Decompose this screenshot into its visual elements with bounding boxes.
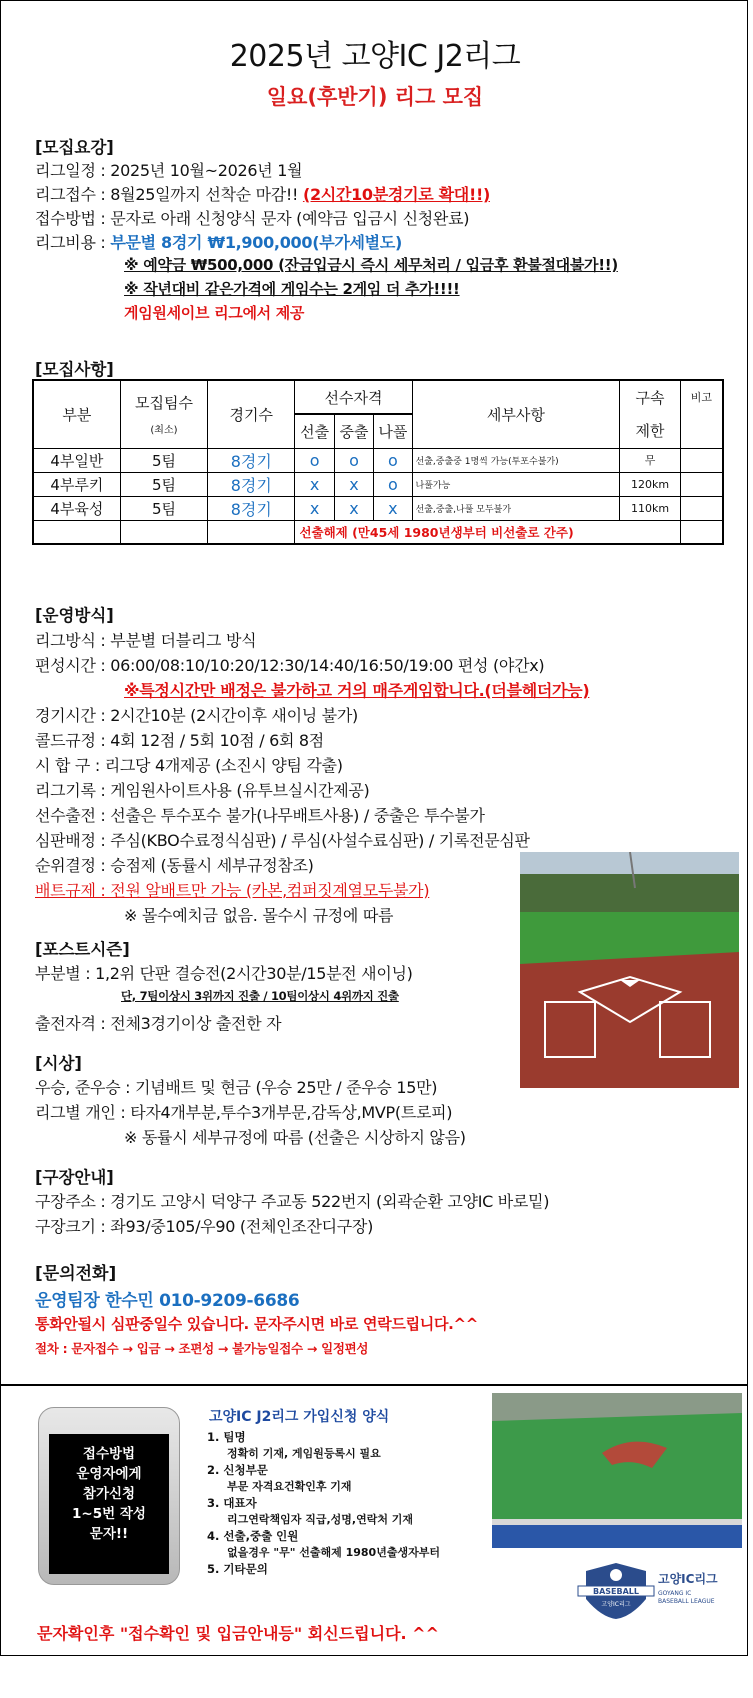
row-games: 8경기 (208, 472, 295, 496)
league-logo (576, 1559, 736, 1621)
header-elig-2: 나풀 (374, 414, 412, 448)
postseason-note: 단, 7팀이상시 3위까지 진출 / 10팀이상시 4위까지 진출 (121, 989, 399, 1003)
phone-graphic (38, 1407, 180, 1585)
section-heading-postseason: [포스트시즌] (35, 940, 130, 959)
field-photo (520, 852, 739, 1088)
section-heading-awards: [시상] (35, 1054, 82, 1073)
row-speed: 120km (620, 472, 681, 496)
form-list (207, 1429, 440, 1578)
logo-name: 고양IC리그 (658, 1572, 718, 1586)
form-item-label: 3. 대표자 (207, 1496, 257, 1510)
logo-badge-sub: 고양IC리그 (601, 1601, 631, 1608)
provided-note: 게임원세이브 리그에서 제공 (124, 304, 305, 322)
operation-line: 심판배정 : 주심(KBO수료정식심판) / 루심(사설수료심판) / 기록전문심판 (35, 831, 530, 850)
postseason-line: 부분별 : 1,2위 단판 결승전(2시간30분/15분전 새이닝) (35, 964, 413, 983)
contact-procedure: 절차 : 문자접수 → 입금 → 조편성 → 불가능일접수 → 일정편성 (35, 1341, 369, 1356)
phone-line: 운영자에게 (76, 1466, 142, 1482)
operation-line: 편성시간 : 06:00/08:10/10:20/12:30/14:40/16:50/19:00 편성 (야간x) (35, 656, 545, 675)
row-remark (680, 496, 723, 520)
logo-badge-text: BASEBALL (593, 1587, 639, 1596)
page-subtitle: 일요(후반기) 리그 모집 (266, 85, 484, 109)
header-teams-label: 모집팀수 (134, 394, 193, 413)
header-speed (620, 380, 681, 448)
row-games: 8경기 (208, 448, 295, 472)
forfeit-note: ※ 몰수예치금 없음. 몰수시 규정에 따름 (124, 906, 394, 925)
row-details: 나풀가능 (412, 472, 620, 496)
awards-line: 리그별 개인 : 타자4개부분,투수3개부문,감독상,MVP(트로피) (35, 1103, 453, 1122)
operation-line: 경기시간 : 2시간10분 (2시간이후 새이닝 불가) (35, 706, 358, 725)
form-item-sub: 없을경우 "무" 선출해제 1980년출생자부터 (227, 1545, 440, 1559)
header-games: 경기수 (208, 380, 295, 448)
venue-size: 구장크기 : 좌93/중105/우90 (전체인조잔디구장) (35, 1217, 374, 1236)
row-mark: o (334, 448, 373, 472)
form-item-sub: 부문 자격요건확인후 기재 (227, 1479, 352, 1493)
deadline-note: (2시간10분경기로 확대!!) (302, 185, 490, 204)
section-heading-recruit: [모집요강] (35, 138, 114, 157)
row-speed: 무 (620, 448, 681, 472)
row-teams: 5팀 (120, 448, 207, 472)
row-mark: x (295, 472, 334, 496)
table-row (33, 448, 723, 472)
section-heading-venue: [구장안내] (35, 1168, 114, 1187)
operation-line: 선수출전 : 선출은 투수포수 불가(나무배트사용) / 중출은 투수불가 (35, 806, 485, 825)
row-remark (680, 472, 723, 496)
operation-line: 리그기록 : 게임원사이트사용 (유투브실시간제공) (35, 781, 370, 800)
header-elig-1: 중출 (334, 414, 373, 448)
time-note: ※특정시간만 배정은 불가하고 거의 매주게임합니다.(더블헤더가능) (124, 681, 590, 700)
row-remark (680, 448, 723, 472)
phone-line: 문자!! (89, 1526, 129, 1542)
phone-line: 참가신청 (82, 1486, 136, 1502)
operation-line: 순위결정 : 승점제 (동률시 세부규정참조) (35, 856, 314, 875)
recruit-table (32, 379, 724, 545)
footer-note: 문자확인후 "접수확인 및 입금안내등" 회신드립니다. ^^ (37, 1624, 439, 1643)
row-mark: o (295, 448, 334, 472)
row-mark: o (374, 472, 412, 496)
contact-manager: 운영팀장 한수민 010-9209-6686 (35, 1291, 300, 1311)
form-item-label: 1. 팀명 (207, 1430, 246, 1444)
section-heading-table: [모집사항] (35, 360, 114, 379)
table-row (33, 472, 723, 496)
header-remark: 비고 (680, 380, 723, 448)
signup-method: 접수방법 : 문자로 아래 신청양식 문자 (예약금 입금시 신청완료) (35, 209, 470, 228)
awards-line: 우승, 준우승 : 기념배트 및 현금 (우승 25만 / 준우승 15만) (35, 1078, 438, 1097)
header-elig-0: 선출 (295, 414, 334, 448)
header-speed-1: 구속 (635, 389, 665, 408)
phone-line: 1~5번 작성 (72, 1506, 146, 1522)
form-item-sub: 정확히 기재, 게임원등록시 필요 (227, 1446, 381, 1460)
form-item-label: 5. 기타문의 (207, 1562, 268, 1576)
phone-line: 접수방법 (82, 1446, 136, 1462)
postseason-line: 출전자격 : 전체3경기이상 출전한 자 (35, 1014, 282, 1033)
table-footnote: 선출해제 (만45세 1980년생부터 비선출로 간주) (295, 520, 680, 544)
row-division: 4부일반 (33, 448, 120, 472)
row-details: 선출,중출,나풀 모두불가 (412, 496, 620, 520)
league-schedule: 리그일정 : 2025년 10월~2026년 1월 (35, 161, 303, 180)
bonus-note: ※ 작년대비 같은가격에 게임수는 2게임 더 추가!!!! (124, 280, 460, 298)
logo-en2: BASEBALL LEAGUE (658, 1598, 715, 1605)
bat-rule: 배트규제 : 전원 알배트만 가능 (카본,컴퍼짓계열모두불가) (35, 881, 430, 900)
header-eligibility: 선수자격 (295, 380, 412, 414)
form-item-label: 4. 선출,중출 인원 (207, 1529, 299, 1543)
fee-value: 부문별 8경기 ₩1,900,000(부가세별도) (110, 233, 403, 252)
section-heading-operation: [운영방식] (35, 606, 114, 625)
venue-address: 구장주소 : 경기도 고양시 덕양구 주교동 522번지 (외곽순환 고양IC 바로밑) (35, 1192, 550, 1211)
phone-screen (49, 1434, 169, 1574)
league-fee (35, 230, 402, 253)
row-mark: x (295, 496, 334, 520)
header-speed-2: 제한 (635, 422, 665, 441)
row-details: 선출,중출중 1명씩 가능(투포수불가) (412, 448, 620, 472)
deadline-text: 리그접수 : 8월25일까지 선착순 마감!! (35, 185, 299, 204)
operation-line: 콜드규정 : 4회 12점 / 5회 10점 / 6회 8점 (35, 731, 324, 750)
form-item-label: 2. 신청부문 (207, 1463, 268, 1477)
table-row (33, 496, 723, 520)
logo-en1: GOYANG IC (658, 1590, 692, 1597)
row-teams: 5팀 (120, 472, 207, 496)
row-teams: 5팀 (120, 496, 207, 520)
row-games: 8경기 (208, 496, 295, 520)
league-deadline (35, 182, 490, 205)
header-teams-note: (최소) (150, 425, 178, 437)
operation-line: 시 합 구 : 리그당 4개제공 (소진시 양팀 각출) (35, 756, 343, 775)
page-title: 2025년 고양IC J2리그 (229, 39, 521, 74)
header-details: 세부사항 (412, 380, 620, 448)
row-speed: 110km (620, 496, 681, 520)
row-division: 4부육성 (33, 496, 120, 520)
header-division: 부분 (33, 380, 120, 448)
deposit-note: ※ 예약금 ₩500,000 (잔금입금시 즉시 세무처리 / 입금후 환불절대불가!!) (124, 256, 618, 274)
row-mark: x (374, 496, 412, 520)
stadium-photo (492, 1393, 742, 1548)
header-teams (120, 380, 207, 448)
form-item-sub: 리그연락책임자 직급,성명,연락처 기재 (227, 1512, 414, 1526)
row-mark: x (334, 472, 373, 496)
row-mark: x (334, 496, 373, 520)
form-title: 고양IC J2리그 가입신청 양식 (209, 1409, 390, 1425)
contact-note: 통화안될시 심판중일수 있습니다. 문자주시면 바로 연락드립니다.^^ (35, 1315, 479, 1333)
row-division: 4부루키 (33, 472, 120, 496)
awards-line: ※ 동률시 세부규정에 따름 (선출은 시상하지 않음) (124, 1128, 466, 1147)
row-mark: o (374, 448, 412, 472)
fee-label: 리그비용 : (35, 233, 106, 252)
operation-line: 리그방식 : 부분별 더블리그 방식 (35, 631, 257, 650)
section-heading-contact: [문의전화] (35, 1264, 117, 1284)
